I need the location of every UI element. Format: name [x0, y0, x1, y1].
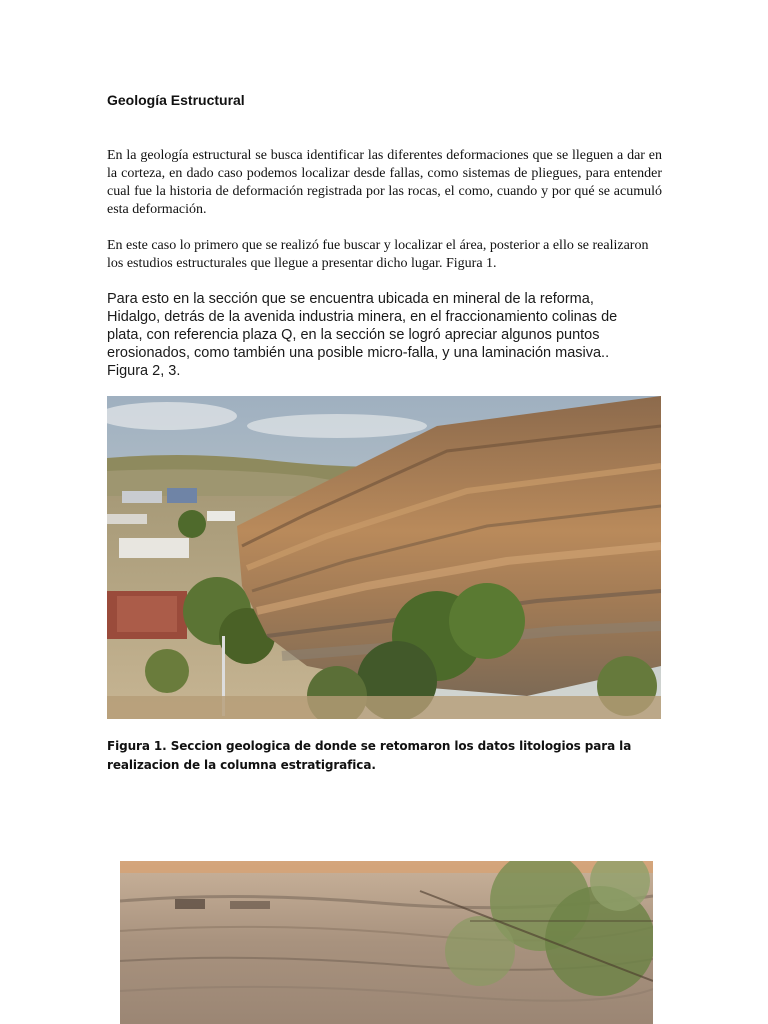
- figure-1-photo: [107, 396, 661, 719]
- figure-2-photo: [120, 861, 653, 1024]
- paragraph-method: En este caso lo primero que se realizó fue buscar y localizar el área, posterior a ello se realizaron los estudios estructurales que llegue a presentar dicho lugar. Figura 1.: [107, 238, 649, 271]
- document-title: Geología Estructural: [107, 92, 245, 108]
- figure-1-caption: Figura 1. Seccion geologica de donde se retomaron los datos litologios para la realizacion de la columna estratigrafica.: [107, 739, 632, 772]
- paragraph-intro: En la geología estructural se busca identificar las diferentes deformaciones que se lleguen a dar en la corteza, en dado caso podemos localizar desde fallas, como sistemas de pliegues, para entender cual fue la historia de deformación registrada por las rocas, el como, cuando y por qué se acumuló esta deformación.: [107, 148, 662, 217]
- paragraph-location: Para esto en la sección que se encuentra ubicada en mineral de la reforma, Hidalgo, detrás de la avenida industria minera, en el fraccionamiento colinas de plata, con referencia plaza Q, en la sección se logró apreciar algunos puntos erosionados, como también una posible micro-falla, y una laminación masiva.. Figura 2, 3.: [107, 291, 618, 379]
